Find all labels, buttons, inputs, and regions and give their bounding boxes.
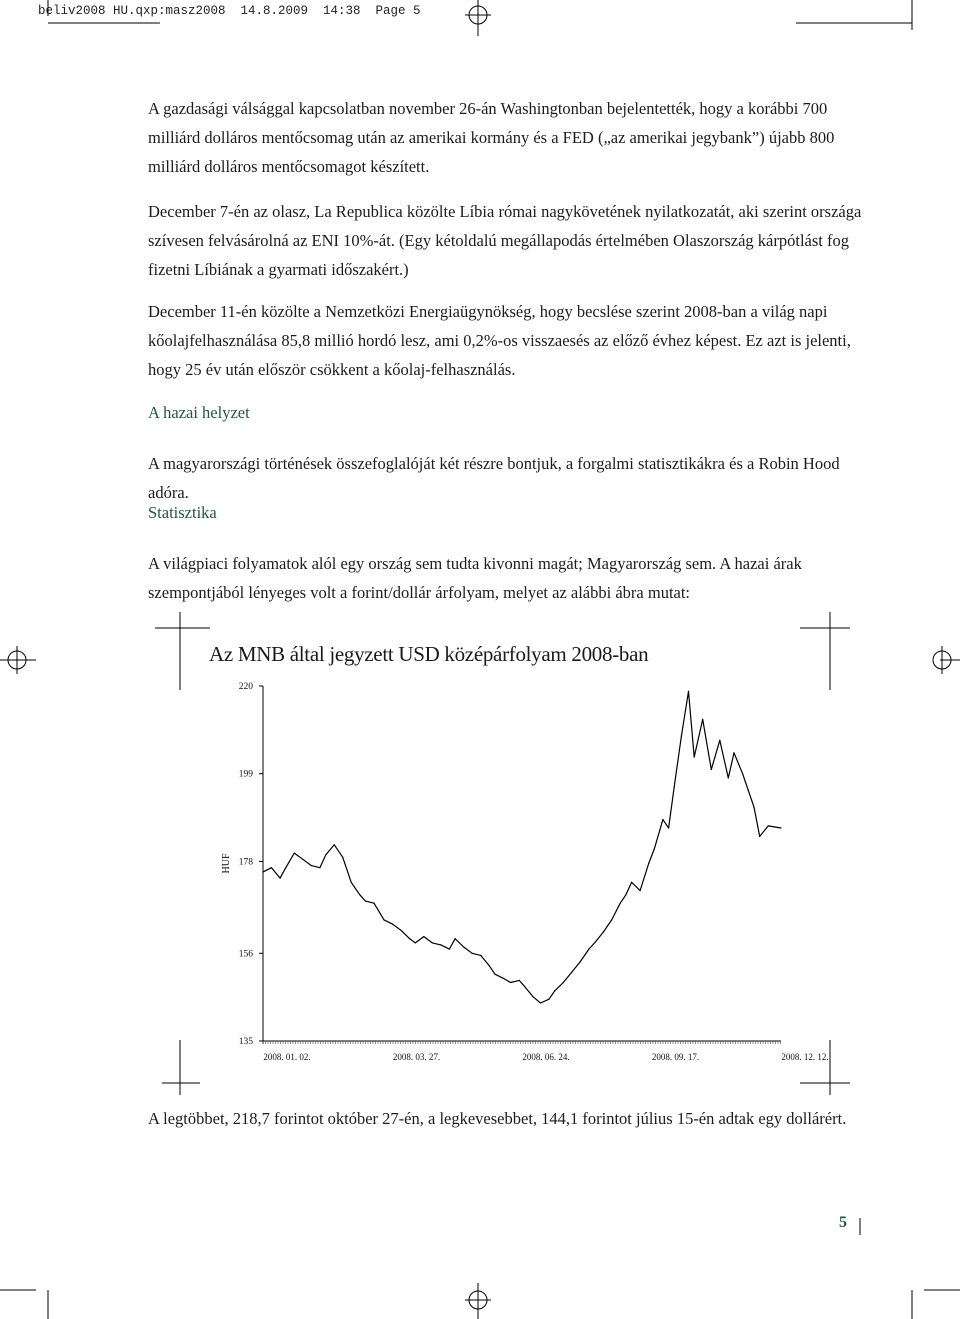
data-point	[285, 867, 286, 868]
y-tick-label: 199	[238, 769, 253, 780]
data-point	[480, 955, 481, 956]
paragraph-domestic-summary: A magyarországi történések összefoglalóját két részre bontjuk, a forgalmi statisztikákra és a Robin Hood adóra.	[148, 454, 840, 502]
data-point	[319, 867, 320, 868]
data-point	[334, 844, 335, 845]
data-point	[311, 865, 312, 866]
data-point	[494, 974, 495, 975]
data-point	[702, 719, 703, 720]
data-point	[423, 936, 424, 937]
data-point	[519, 980, 520, 981]
paragraph-extremes: A legtöbbet, 218,7 forintot október 27-én, a legkevesebbet, 144,1 forintot július 15-én adtak egy dollárért.	[148, 1109, 847, 1128]
data-point	[662, 819, 663, 820]
section-heading-domestic: A hazai helyzet	[148, 403, 250, 422]
data-point	[711, 769, 712, 770]
data-point	[631, 882, 632, 883]
data-point	[768, 825, 769, 826]
x-tick-label: 2008. 01. 02.	[263, 1052, 311, 1062]
usd-rate-series-line	[263, 691, 781, 1003]
data-point	[611, 919, 612, 920]
data-point	[359, 894, 360, 895]
data-point	[415, 942, 416, 943]
data-point	[510, 982, 511, 983]
y-axis-label: HUF	[221, 853, 232, 874]
chart-title: Az MNB által jegyzett USD középárfolyam 2008-ban	[209, 642, 649, 666]
data-point	[580, 961, 581, 962]
data-point	[400, 930, 401, 931]
x-tick-label: 2008. 03. 27.	[392, 1052, 441, 1062]
data-point	[733, 752, 734, 753]
data-point	[694, 756, 695, 757]
data-point	[351, 882, 352, 883]
y-tick-label: 178	[238, 857, 253, 868]
data-point	[383, 919, 384, 920]
data-point	[533, 997, 534, 998]
data-point	[325, 855, 326, 856]
data-point	[262, 871, 263, 872]
data-point	[440, 944, 441, 945]
data-point	[571, 972, 572, 973]
data-point	[503, 978, 504, 979]
data-point	[753, 807, 754, 808]
section-heading-statistics: Statisztika	[148, 503, 217, 522]
data-point	[392, 924, 393, 925]
paragraph-exchange-rate-intro: A világpiaci folyamatok alól egy ország sem tudta kivonni magát; Magyarország sem. A hazai árak szempontjából lényeges volt a forint/dollár árfolyam, melyet az alábbi ábra mutat:	[148, 554, 802, 602]
data-point	[294, 853, 295, 854]
data-point	[280, 878, 281, 879]
data-point	[625, 894, 626, 895]
y-tick-label: 220	[238, 682, 253, 692]
data-point	[742, 773, 743, 774]
data-point	[554, 990, 555, 991]
data-point	[681, 736, 682, 737]
data-point	[588, 949, 589, 950]
data-point	[302, 859, 303, 860]
x-tick-label: 2008. 09. 17.	[651, 1052, 700, 1062]
data-point	[524, 986, 525, 987]
x-tick-label: 2008. 12. 12.	[781, 1052, 829, 1062]
data-point	[668, 827, 669, 828]
paragraph-bailout: A gazdasági válsággal kapcsolatban november 26-án Washingtonban bejelentették, hogy a korábbi 700 milliárd dolláros mentőcsomag után az amerikai kormány és a FED („az amerikai jegybank”) újabb 800 milliárd dolláros mentőcsomagot készített.	[148, 99, 835, 176]
data-point	[728, 777, 729, 778]
data-point	[449, 949, 450, 950]
y-tick-label: 156	[238, 949, 253, 960]
data-point	[409, 938, 410, 939]
data-point	[455, 938, 456, 939]
data-point	[719, 740, 720, 741]
data-point	[648, 863, 649, 864]
data-point	[620, 903, 621, 904]
data-point	[654, 848, 655, 849]
data-point	[342, 857, 343, 858]
print-slug: beliv2008 HU.qxp:masz2008 14.8.2009 14:38 Page 5	[38, 4, 421, 18]
data-point	[640, 890, 641, 891]
data-point	[759, 836, 760, 837]
data-point	[594, 942, 595, 943]
data-point	[603, 932, 604, 933]
data-point	[271, 867, 272, 868]
data-point	[548, 999, 549, 1000]
paragraph-oil-consumption: December 11-én közölte a Nemzetközi Energiaügynökség, hogy becslése szerint 2008-ban a világ napi kőolajfelhasználása 85,8 millió hordó lesz, ami 0,2%-os visszaesés az előző évhez képest. Ez azt is jelenti, hogy 25 év után először csökkent a kőolaj-felhasználás.	[148, 302, 851, 379]
data-point	[688, 691, 689, 692]
x-tick-label: 2008. 06. 24.	[522, 1052, 570, 1062]
y-tick-label: 135	[238, 1037, 253, 1047]
data-point	[373, 903, 374, 904]
data-point	[540, 1002, 541, 1003]
data-point	[563, 982, 564, 983]
data-point	[748, 790, 749, 791]
data-point	[432, 942, 433, 943]
data-point	[674, 786, 675, 787]
data-point	[780, 827, 781, 828]
data-point	[365, 901, 366, 902]
data-point	[463, 946, 464, 947]
paragraph-libya-eni: December 7-én az olasz, La Republica közölte Líbia római nagykövetének nyilatkozatát, aki szerint országa szívesen felvásárolná az ENI 10%-át. (Egy kétoldalú megállapodás értelmében Olaszország kárpótlást fog fizetni Líbiának a gyarmati időszakért.)	[148, 202, 862, 279]
page-number: 5	[839, 1214, 847, 1231]
data-point	[472, 953, 473, 954]
data-point	[489, 965, 490, 966]
